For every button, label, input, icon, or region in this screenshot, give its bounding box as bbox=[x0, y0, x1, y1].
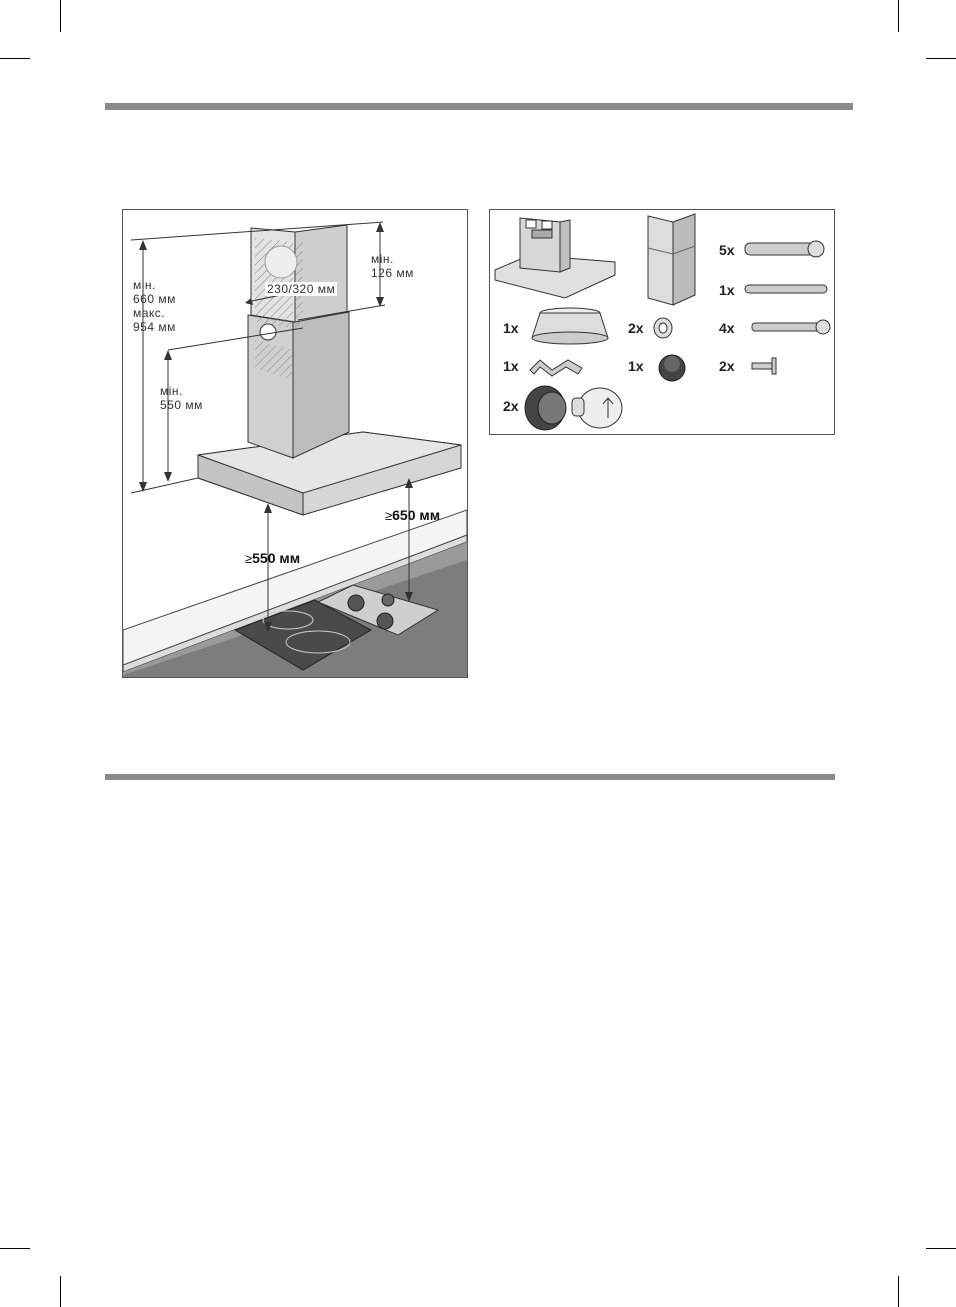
parts-illustration bbox=[490, 210, 834, 434]
dimension-label: мін. bbox=[133, 278, 156, 292]
chimney-width-dimension: 230/320 мм bbox=[267, 282, 336, 296]
grease-filter-icon bbox=[525, 386, 622, 430]
section-rule-top bbox=[105, 103, 853, 110]
part-quantity: 1x bbox=[503, 320, 519, 336]
part-quantity: 1x bbox=[719, 282, 735, 298]
crop-mark bbox=[0, 1248, 30, 1249]
crop-mark bbox=[926, 1248, 956, 1249]
wall-plug-icon bbox=[745, 241, 824, 257]
dimension-label: макс. bbox=[133, 306, 166, 320]
knob-icon bbox=[659, 355, 685, 381]
clearance-electric bbox=[245, 550, 300, 566]
long-screw-icon bbox=[752, 320, 830, 334]
installation-figure bbox=[122, 209, 468, 678]
chimney-top-gap-dimension bbox=[371, 252, 414, 280]
clearance-gas bbox=[385, 507, 440, 523]
crop-mark bbox=[898, 0, 899, 32]
crop-mark bbox=[60, 1276, 61, 1307]
part-quantity: 2x bbox=[719, 358, 735, 374]
dimension-label: мін. bbox=[371, 252, 394, 266]
duct-connector-icon bbox=[532, 308, 608, 344]
part-quantity: 4x bbox=[719, 320, 735, 336]
section-rule-bottom bbox=[105, 774, 835, 780]
threaded-rod-icon bbox=[745, 285, 827, 293]
dimension-value: 550 мм bbox=[160, 398, 203, 412]
part-quantity: 1x bbox=[503, 358, 519, 374]
crop-mark bbox=[898, 1276, 899, 1307]
dimension-label: мін. bbox=[160, 384, 183, 398]
dimension-value: 660 мм bbox=[133, 292, 176, 306]
hood-height-dimension bbox=[160, 384, 203, 412]
clearance-value: 650 мм bbox=[392, 507, 441, 523]
dimension-value: 126 мм bbox=[371, 266, 414, 280]
part-quantity: 2x bbox=[503, 398, 519, 414]
washer-icon bbox=[654, 318, 672, 338]
chimney-icon bbox=[648, 214, 695, 305]
short-screw-icon bbox=[752, 358, 776, 374]
crop-mark bbox=[60, 0, 61, 32]
part-quantity: 1x bbox=[628, 358, 644, 374]
dimension-value: 954 мм bbox=[133, 320, 176, 334]
bracket-icon bbox=[530, 360, 582, 376]
duct-height-dimension bbox=[133, 278, 176, 334]
ge-sign: ≥ bbox=[385, 508, 393, 523]
parts-figure bbox=[489, 209, 835, 435]
clearance-value: 550 мм bbox=[252, 550, 301, 566]
crop-mark bbox=[0, 58, 30, 59]
part-quantity: 2x bbox=[628, 320, 644, 336]
hood-canopy-icon bbox=[495, 218, 615, 298]
part-quantity: 5x bbox=[719, 242, 735, 258]
ge-sign: ≥ bbox=[245, 551, 253, 566]
crop-mark bbox=[926, 58, 956, 59]
